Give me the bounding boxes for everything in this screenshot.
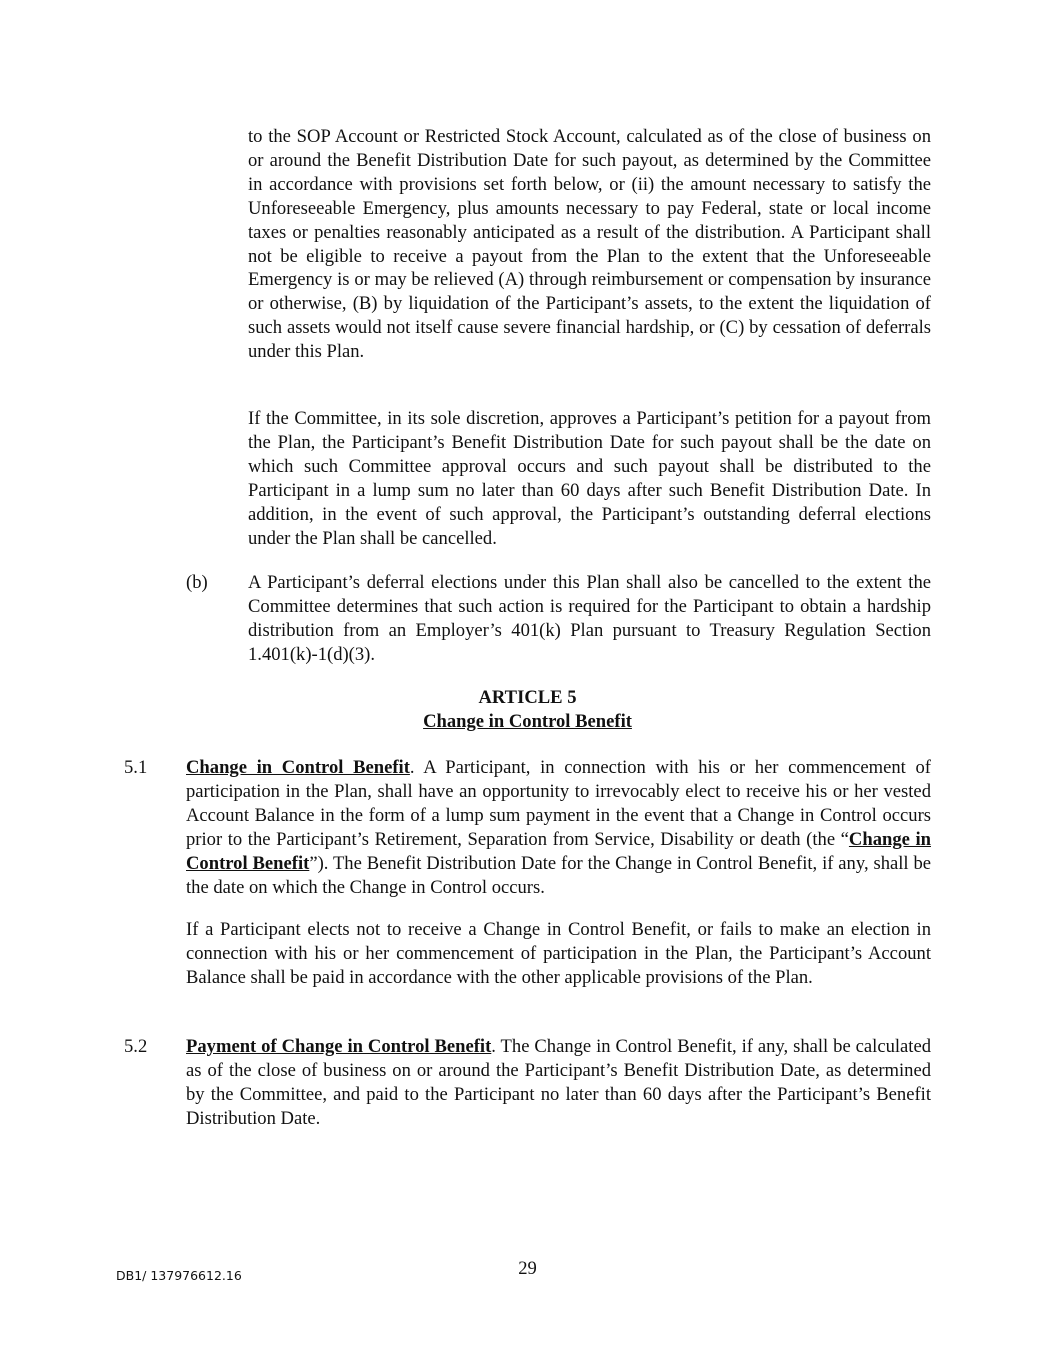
section-5-2 — [186, 1035, 931, 1131]
section-5-2-body: . The Change in Control Benefit, if any, shall be calculated as of the close of business on or around the Participant’s Benefit Distribution Date, as determined by the Committee, and paid to the Participant no later than 60 days after the Participant’s Benefit Distribution Date. — [186, 1036, 931, 1129]
section-5-2-text — [186, 1035, 931, 1131]
section-5-1-body-a: . A Participant, in connection with his or her commencement of participation in the Plan, shall have an opportunity to irrevocably elect to receive his or her vested Account Balance in the form of a lump sum payment in the event that a Change in Control occurs prior to the Participant’s Retirement, Separation from Service, Disability or death (the “ — [186, 757, 932, 850]
paragraph-text: to the SOP Account or Restricted Stock Account, calculated as of the close of business on or around the Benefit Distribution Date for such payout, as determined by the Committee in accordance with provisions set forth below, or (ii) the amount necessary to satisfy the Unforeseeable Emergency, plus amounts necessary to pay Federal, state or local income taxes or penalties reasonably anticipated as a result of the distribution. A Participant shall not be eligible to receive a payout from the Plan to the extent that the Unforeseeable Emergency is or may be relieved (A) through reimbursement or compensation by insurance or otherwise, (B) by liquidation of the Participant’s assets, to the extent the liquidation of such assets would not itself cause severe financial hardship, or (C) by cessation of deferrals under this Plan. — [248, 126, 931, 363]
section-5-1-number: 5.1 — [124, 757, 148, 778]
item-b-label: (b) — [186, 572, 208, 593]
item-b-text-block — [248, 571, 931, 667]
section-5-1-heading: Change in Control Benefit — [186, 757, 410, 778]
paragraph-committee-approval — [248, 407, 931, 550]
paragraph-text: If the Committee, in its sole discretion, approves a Participant’s petition for a payout from the Plan, the Participant’s Benefit Distribution Date for such payout shall be the date on which such Committee approval occurs and such payout shall be distributed to the Participant in a lump sum no later than 60 days after such Benefit Distribution Date. In addition, in the event of such approval, the Participant’s outstanding deferral elections under the Plan shall be cancelled. — [248, 408, 931, 549]
article-number: ARTICLE 5 — [478, 687, 577, 708]
section-5-2-number: 5.2 — [124, 1036, 148, 1057]
article-title: Change in Control Benefit — [423, 710, 632, 732]
section-5-1 — [186, 756, 931, 899]
article-heading — [0, 686, 1055, 734]
paragraph-text: If a Participant elects not to receive a Change in Control Benefit, or fails to make an election in connection with his or her commencement of participation in the Plan, the Participant’s Account Balance shall be paid in accordance with the other applicable provisions of the Plan. — [186, 919, 931, 988]
item-b-text: A Participant’s deferral elections under this Plan shall also be cancelled to the extent the Committee determines that such action is required for the Participant to obtain a hardship distribution from an Employer’s 401(k) Plan pursuant to Treasury Regulation Section 1.401(k)-1(d)(3). — [248, 572, 931, 665]
section-5-1-paragraph-2 — [186, 918, 931, 990]
section-5-1-text — [186, 756, 931, 899]
page-number: 29 — [518, 1258, 537, 1279]
section-5-1-defined-term: Change in Control Benefit — [186, 828, 931, 874]
section-5-1-body-b: ”). The Benefit Distribution Date for the Change in Control Benefit, if any, shall be the date on which the Change in Control occurs. — [186, 852, 931, 898]
section-5-2-heading: Payment of Change in Control Benefit — [186, 1036, 492, 1057]
paragraph-unforeseeable-emergency — [248, 125, 931, 364]
footer-document-id: DB1/ 137976612.16 — [116, 1268, 242, 1283]
